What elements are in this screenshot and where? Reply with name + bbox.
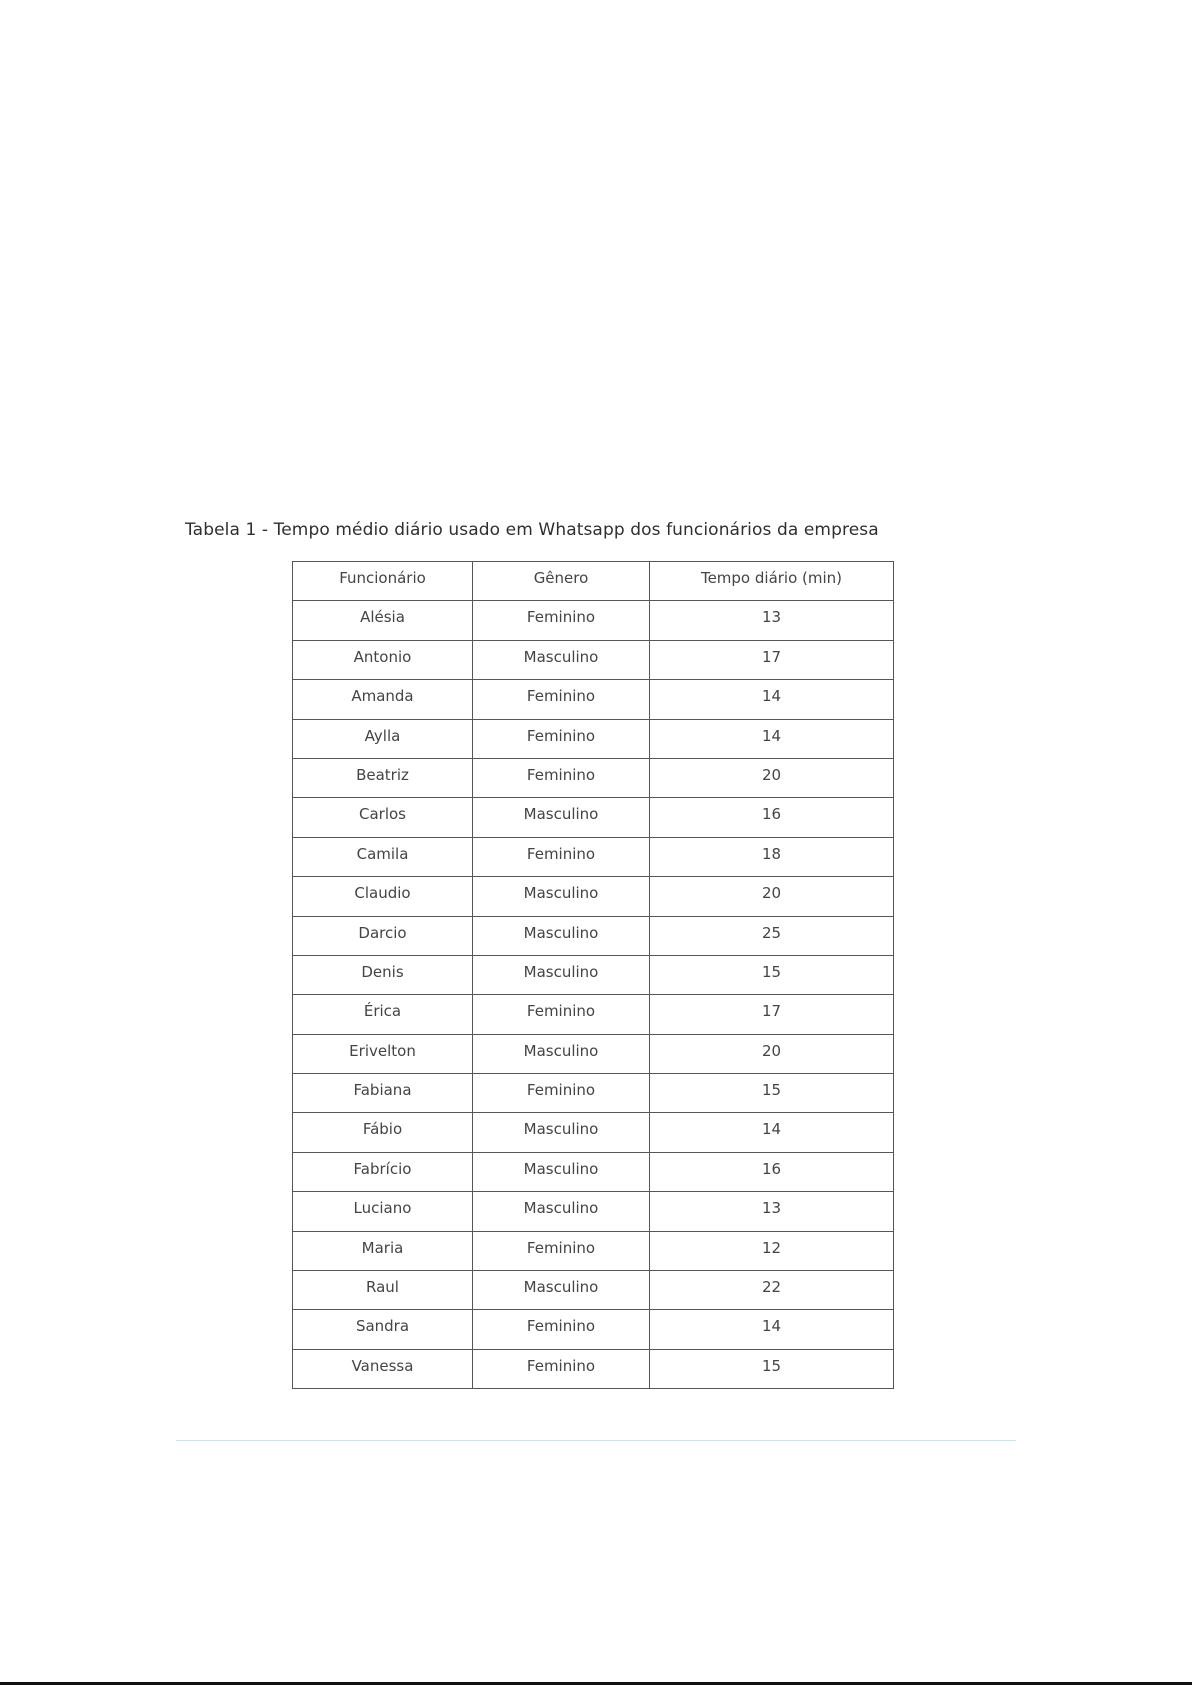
cell-daily-time: 15 xyxy=(650,955,894,994)
cell-gender: Masculino xyxy=(473,916,650,955)
column-header-daily-time: Tempo diário (min) xyxy=(650,562,894,601)
table-row xyxy=(293,877,894,916)
cell-employee: Fabiana xyxy=(293,1074,473,1113)
cell-employee: Vanessa xyxy=(293,1349,473,1388)
cell-employee: Camila xyxy=(293,837,473,876)
cell-daily-time: 14 xyxy=(650,1310,894,1349)
cell-gender: Masculino xyxy=(473,1152,650,1191)
employee-whatsapp-table xyxy=(292,561,894,1389)
cell-gender: Masculino xyxy=(473,798,650,837)
cell-employee: Fábio xyxy=(293,1113,473,1152)
cell-gender: Masculino xyxy=(473,955,650,994)
cell-employee: Denis xyxy=(293,955,473,994)
cell-daily-time: 14 xyxy=(650,680,894,719)
cell-daily-time: 20 xyxy=(650,758,894,797)
cell-gender: Masculino xyxy=(473,1271,650,1310)
cell-employee: Beatriz xyxy=(293,758,473,797)
table-row xyxy=(293,601,894,640)
table-row xyxy=(293,1192,894,1231)
table-caption: Tabela 1 - Tempo médio diário usado em Whatsapp dos funcionários da empresa xyxy=(185,520,879,540)
table-row xyxy=(293,1271,894,1310)
cell-employee: Maria xyxy=(293,1231,473,1270)
cell-daily-time: 15 xyxy=(650,1349,894,1388)
cell-gender: Masculino xyxy=(473,640,650,679)
cell-daily-time: 16 xyxy=(650,1152,894,1191)
cell-gender: Feminino xyxy=(473,1349,650,1388)
table-row xyxy=(293,680,894,719)
cell-gender: Feminino xyxy=(473,680,650,719)
cell-employee: Raul xyxy=(293,1271,473,1310)
cell-gender: Feminino xyxy=(473,995,650,1034)
table-row xyxy=(293,640,894,679)
table-row xyxy=(293,1152,894,1191)
cell-daily-time: 22 xyxy=(650,1271,894,1310)
table-row xyxy=(293,995,894,1034)
cell-employee: Sandra xyxy=(293,1310,473,1349)
table-row xyxy=(293,1074,894,1113)
cell-daily-time: 13 xyxy=(650,1192,894,1231)
column-header-gender: Gênero xyxy=(473,562,650,601)
table-row xyxy=(293,719,894,758)
cell-employee: Luciano xyxy=(293,1192,473,1231)
table-row xyxy=(293,1034,894,1073)
cell-employee: Claudio xyxy=(293,877,473,916)
cell-employee: Amanda xyxy=(293,680,473,719)
cell-daily-time: 14 xyxy=(650,1113,894,1152)
cell-daily-time: 12 xyxy=(650,1231,894,1270)
cell-daily-time: 16 xyxy=(650,798,894,837)
cell-daily-time: 25 xyxy=(650,916,894,955)
cell-daily-time: 13 xyxy=(650,601,894,640)
cell-gender: Masculino xyxy=(473,1192,650,1231)
table-header-row xyxy=(293,562,894,601)
table-row xyxy=(293,837,894,876)
cell-gender: Feminino xyxy=(473,1231,650,1270)
cell-daily-time: 15 xyxy=(650,1074,894,1113)
cell-employee: Carlos xyxy=(293,798,473,837)
table-row xyxy=(293,1113,894,1152)
cell-employee: Érica xyxy=(293,995,473,1034)
cell-employee: Aylla xyxy=(293,719,473,758)
table-row xyxy=(293,758,894,797)
cell-employee: Alésia xyxy=(293,601,473,640)
cell-daily-time: 14 xyxy=(650,719,894,758)
cell-gender: Masculino xyxy=(473,877,650,916)
table-row xyxy=(293,955,894,994)
cell-daily-time: 17 xyxy=(650,640,894,679)
cell-gender: Feminino xyxy=(473,1310,650,1349)
cell-employee: Erivelton xyxy=(293,1034,473,1073)
table-row xyxy=(293,1349,894,1388)
cell-employee: Fabrício xyxy=(293,1152,473,1191)
cell-employee: Antonio xyxy=(293,640,473,679)
table-row xyxy=(293,1310,894,1349)
cell-gender: Feminino xyxy=(473,719,650,758)
table-row xyxy=(293,916,894,955)
cell-gender: Masculino xyxy=(473,1113,650,1152)
cell-employee: Darcio xyxy=(293,916,473,955)
cell-gender: Feminino xyxy=(473,1074,650,1113)
cell-daily-time: 17 xyxy=(650,995,894,1034)
cell-daily-time: 20 xyxy=(650,1034,894,1073)
cell-daily-time: 18 xyxy=(650,837,894,876)
table-row xyxy=(293,1231,894,1270)
table-row xyxy=(293,798,894,837)
column-header-employee: Funcionário xyxy=(293,562,473,601)
cell-gender: Feminino xyxy=(473,837,650,876)
cell-gender: Feminino xyxy=(473,758,650,797)
cell-daily-time: 20 xyxy=(650,877,894,916)
cell-gender: Feminino xyxy=(473,601,650,640)
horizontal-divider xyxy=(176,1440,1016,1441)
cell-gender: Masculino xyxy=(473,1034,650,1073)
